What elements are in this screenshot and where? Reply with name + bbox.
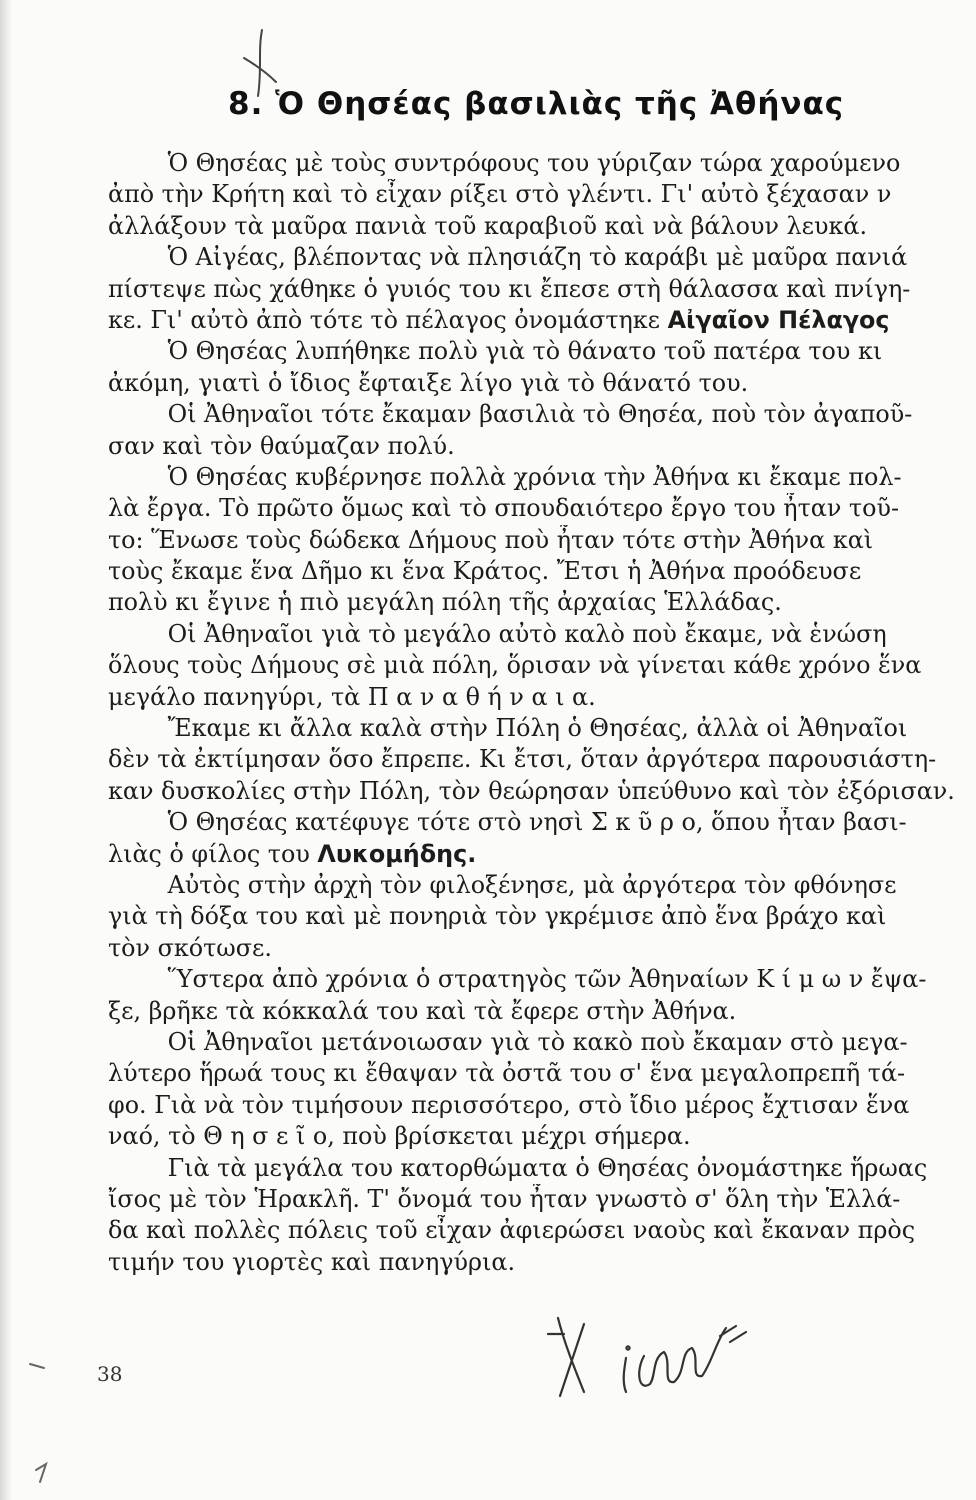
paragraph — [108, 462, 976, 619]
line-text: λὰ ἔργα. Τὸ πρῶτο ὅμως καὶ τὸ σπουδαιότερο ἔργο του ἦταν τοῦ- — [108, 494, 900, 523]
line-text: δὲν τὰ ἐκτίμησαν ὅσο ἔπρεπε. Κι ἔτσι, ὅταν ἀργότερα παρουσιάστη- — [108, 745, 937, 774]
line-text: καν δυσκολίες στὴν Πόλη, τὸν θεώρησαν ὑπεύθυνο καὶ τὸν ἐξόρισαν. — [108, 776, 955, 805]
text-line — [108, 525, 970, 556]
text-line — [108, 807, 970, 838]
text-line — [108, 650, 970, 681]
text-line — [108, 933, 970, 964]
line-text: Ὕστερα ἀπὸ χρόνια ὁ στρατηγὸς τῶν Ἀθηναίων Κ ί μ ω ν ἔψα- — [167, 965, 927, 994]
line-text: μεγάλο πανηγύρι, τὰ Π α ν α θ ή ν α ι α. — [108, 682, 596, 711]
text-line — [108, 493, 970, 524]
paragraph — [108, 964, 976, 1027]
line-text: ὅλους τοὺς Δήμους σὲ μιὰ πόλη, ὅρισαν νὰ γίνεται κάθε χρόνο ἕνα — [108, 651, 922, 680]
paragraph — [108, 619, 976, 713]
text-line — [108, 556, 970, 587]
line-text: Ὁ Θησέας κατέφυγε τότε στὸ νησὶ Σ κ ῦ ρ ο, ὅπου ἦταν βασι- — [167, 808, 907, 837]
text-line — [108, 462, 970, 493]
paragraph — [108, 242, 976, 336]
line-text: ἀλλάξουν τὰ μαῦρα πανιὰ τοῦ καραβιοῦ καὶ νὰ βάλουν λευκά. — [108, 211, 868, 240]
line-text: δα καὶ πολλὲς πόλεις τοῦ εἶχαν ἀφιερώσει ναοὺς καὶ ἔκαναν πρὸς — [108, 1216, 916, 1245]
line-text: ἀπὸ τὴν Κρήτη καὶ τὸ εἶχαν ρίξει στὸ γλέντι. Γι' αὐτὸ ξέχασαν ν — [108, 180, 892, 209]
text-line — [108, 619, 970, 650]
text-line — [108, 744, 970, 775]
line-text: κε. Γι' αὐτὸ ἀπὸ τότε τὸ πέλαγος ὀνομάστηκε — [108, 305, 668, 334]
text-line — [108, 682, 970, 713]
line-text: τὸν σκότωσε. — [108, 933, 272, 962]
paragraph — [108, 870, 976, 964]
line-text: Οἱ Ἀθηναῖοι γιὰ τὸ μεγάλο αὐτὸ καλὸ ποὺ ἔκαμε, νὰ ἑνώση — [167, 619, 887, 648]
paragraph — [108, 1153, 976, 1279]
text-line — [108, 274, 970, 305]
line-text: ναό, τὸ Θ η σ ε ῖ ο, ποὺ βρίσκεται μέχρι σήμερα. — [108, 1122, 691, 1151]
paragraph — [108, 148, 976, 242]
line-text: τοὺς ἔκαμε ἕνα Δῆμο κι ἕνα Κράτος. Ἔτσι ἡ Ἀθήνα προόδευσε — [108, 557, 862, 586]
text-line — [108, 1027, 970, 1058]
emphasized-term: Λυκομήδης. — [317, 839, 477, 868]
line-text: Ὁ Θησέας μὲ τοὺς συντρόφους του γύριζαν τώρα χαρούμενο — [167, 149, 901, 177]
paragraph — [108, 713, 976, 807]
chapter-body-text — [108, 148, 976, 1278]
text-line — [108, 431, 970, 462]
text-line — [108, 368, 970, 399]
line-text: Γιὰ τὰ μεγάλα του κατορθώματα ὁ Θησέας ὀνομάστηκε ἥρωας — [167, 1153, 928, 1182]
line-text: Ἔκαμε κι ἄλλα καλὰ στὴν Πόλη ὁ Θησέας, ἀλλὰ οἱ Ἀθηναῖοι — [167, 714, 908, 743]
handwritten-signature — [540, 1312, 770, 1402]
text-line — [108, 1090, 970, 1121]
text-line — [108, 587, 970, 618]
text-line — [108, 901, 970, 932]
line-text: γιὰ τὴ δόξα του καὶ μὲ πονηριὰ τὸν γκρέμισε ἀπὸ ἕνα βράχο καὶ — [108, 902, 887, 931]
paragraph — [108, 807, 976, 870]
paragraph — [108, 1027, 976, 1153]
line-text: Ὁ Αἰγέας, βλέποντας νὰ πλησιάζη τὸ καράβι μὲ μαῦρα πανιά — [167, 243, 908, 272]
line-text: Οἱ Ἀθηναῖοι μετάνοιωσαν γιὰ τὸ κακὸ ποὺ ἔκαμαν στὸ μεγα- — [167, 1027, 908, 1056]
text-line — [108, 1184, 970, 1215]
text-line — [108, 1153, 970, 1184]
text-line — [108, 211, 970, 242]
text-line — [108, 1058, 970, 1089]
line-text: λύτερο ἥρωά τους κι ἔθαψαν τὰ ὀστᾶ του σ' ἕνα μεγαλοπρεπῆ τά- — [108, 1059, 906, 1088]
line-text: Οἱ Ἀθηναῖοι τότε ἔκαμαν βασιλιὰ τὸ Θησέα, ποὺ τὸν ἀγαποῦ- — [167, 400, 913, 429]
line-text: πίστεψε πὼς χάθηκε ὁ γυιός του κι ἔπεσε στὴ θάλασσα καὶ πνίγη- — [108, 274, 911, 303]
line-text: ἴσος μὲ τὸν Ἡρακλῆ. Τ' ὄνομά του ἦταν γνωστὸ σ' ὅλη τὴν Ἑλλά- — [108, 1184, 901, 1213]
line-text: σαν καὶ τὸν θαύμαζαν πολύ. — [108, 431, 455, 460]
text-line — [108, 399, 970, 430]
chapter-title: 8. Ὁ Θησέας βασιλιὰς τῆς Ἀθήνας — [228, 86, 845, 122]
line-text: πολὺ κι ἔγινε ἡ πιὸ μεγάλη πόλη τῆς ἀρχαίας Ἑλλάδας. — [108, 588, 782, 617]
text-line — [108, 839, 970, 870]
text-line — [108, 242, 970, 273]
paragraph — [108, 336, 976, 399]
text-line — [108, 776, 970, 807]
line-text: λιὰς ὁ φίλος του — [108, 839, 318, 868]
line-text: ἀκόμη, γιατὶ ὁ ἴδιος ἔφταιξε λίγο γιὰ τὸ θάνατό του. — [108, 368, 749, 397]
text-line — [108, 1247, 970, 1278]
emphasized-term: Αἰγαῖον Πέλαγος — [667, 305, 890, 334]
line-text: Ὁ Θησέας λυπήθηκε πολὺ γιὰ τὸ θάνατο τοῦ πατέρα του κι — [167, 337, 883, 366]
text-line — [108, 713, 970, 744]
paragraph — [108, 399, 976, 462]
line-text: το: Ἕνωσε τοὺς δώδεκα Δήμους ποὺ ἦταν τότε στὴν Ἀθήνα καὶ — [108, 525, 874, 554]
text-line — [108, 305, 970, 336]
text-line — [108, 179, 970, 210]
page-number: 38 — [97, 1362, 123, 1386]
text-line — [108, 1121, 970, 1152]
text-line — [108, 1215, 970, 1246]
text-line — [108, 148, 970, 179]
text-line — [108, 996, 970, 1027]
line-text: τιμήν του γιορτὲς καὶ πανηγύρια. — [108, 1247, 516, 1276]
pencil-marks-left-margin — [30, 1364, 46, 1482]
text-line — [108, 870, 970, 901]
line-text: Αὐτὸς στὴν ἀρχὴ τὸν φιλοξένησε, μὰ ἀργότερα τὸν φθόνησε — [167, 870, 897, 899]
text-line — [108, 336, 970, 367]
text-line — [108, 964, 970, 995]
line-text: Ὁ Θησέας κυβέρνησε πολλὰ χρόνια τὴν Ἀθήνα κι ἔκαμε πολ- — [167, 462, 902, 491]
line-text: ξε, βρῆκε τὰ κόκκαλά του καὶ τὰ ἔφερε στὴν Ἀθήνα. — [108, 996, 737, 1025]
line-text: φο. Γιὰ νὰ τὸν τιμήσουν περισσότερο, στὸ ἴδιο μέρος ἔχτισαν ἕνα — [108, 1090, 910, 1119]
